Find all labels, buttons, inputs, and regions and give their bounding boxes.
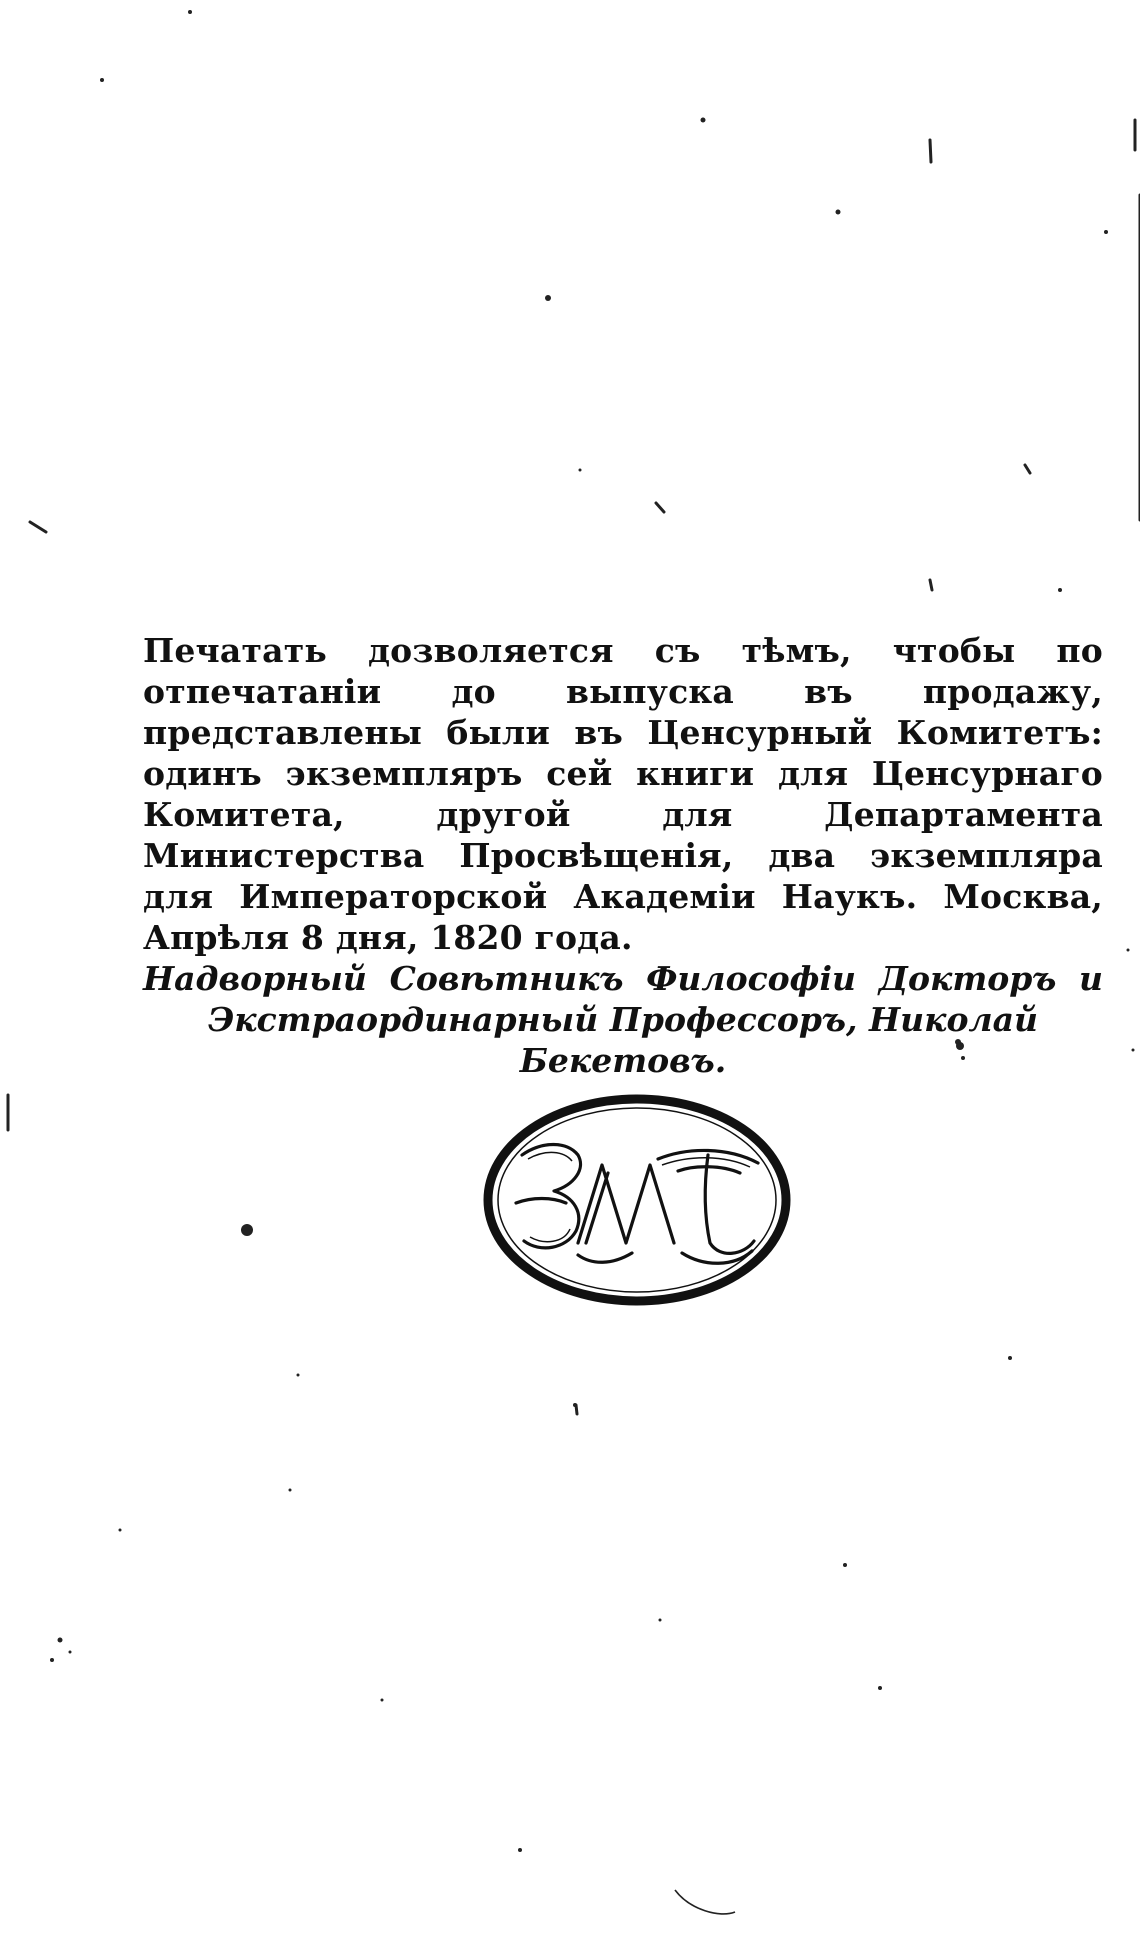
monogram-seal-icon [482,1093,792,1307]
censor-name: Бекетовъ. [519,1041,727,1080]
censorship-permission-text: Печатать дозволяется съ тѣмъ, чтобы по отпечатаніи до выпуска въ продажу, представлены были въ Ценсурный Комитетъ: одинъ экземпляръ сей книги для Ценсурнаго Комитета, другой для Департамента Министерства Просвѣщенія, два экземпляра для Императорской Академіи Наукъ. Москва, Апрѣля 8 дня, 1820 года. [143,631,1103,957]
censor-title: Надворный Совѣтникъ Философіи Докторъ и Экстраординарный Профессоръ, Николай [143,959,1103,1039]
censorship-notice [143,630,1103,1081]
censor-signature [143,958,1103,1081]
